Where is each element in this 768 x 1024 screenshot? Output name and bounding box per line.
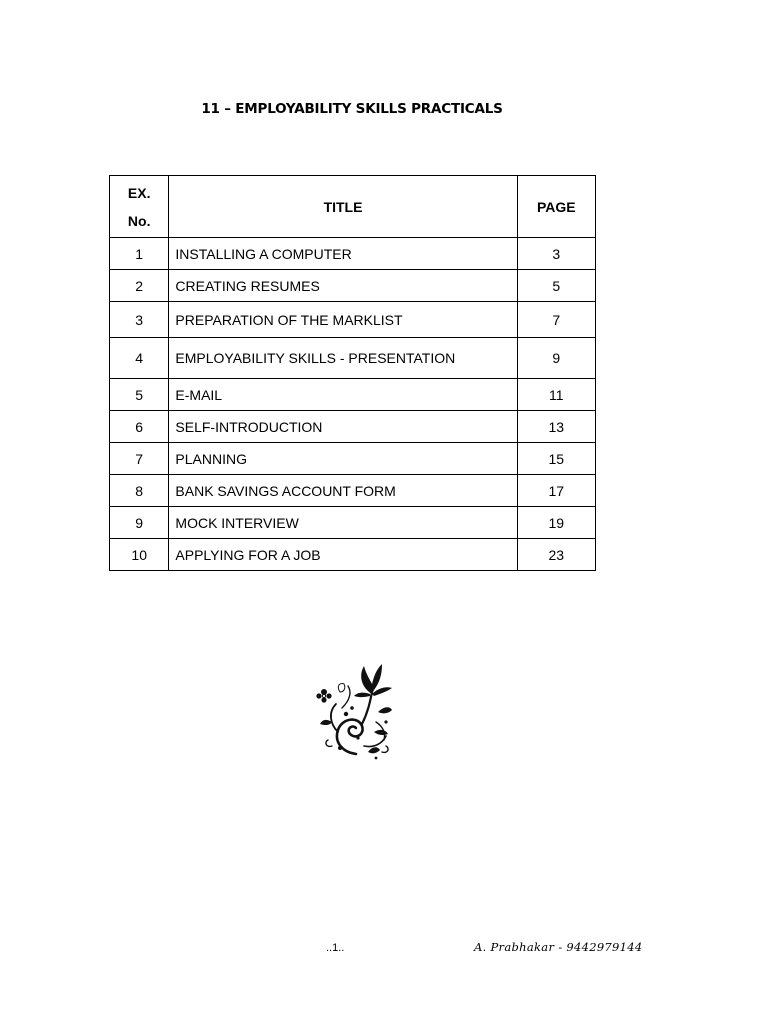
table-row [110,411,596,443]
row-title: EMPLOYABILITY SKILLS - PRESENTATION [169,338,517,379]
footer-author: A. Prabhakar - 9442979144 [474,940,643,954]
row-title: SELF-INTRODUCTION [169,411,517,443]
contents-table [109,175,596,571]
row-ex-no: 3 [110,302,169,338]
header-ex-no [110,176,169,238]
header-title: TITLE [169,176,517,238]
row-title: BANK SAVINGS ACCOUNT FORM [169,475,517,507]
row-title: E-MAIL [169,379,517,411]
row-ex-no: 7 [110,443,169,475]
floral-ornament-icon [312,662,394,760]
row-page: 9 [517,338,595,379]
row-ex-no: 2 [110,270,169,302]
table-row [110,507,596,539]
table-row [110,379,596,411]
row-title: INSTALLING A COMPUTER [169,238,517,270]
header-ex-label: EX. [127,184,151,201]
row-ex-no: 9 [110,507,169,539]
table-row [110,539,596,571]
row-page: 17 [517,475,595,507]
row-page: 3 [517,238,595,270]
table-row [110,475,596,507]
header-no-label: No. [127,212,151,229]
row-page: 13 [517,411,595,443]
row-title: CREATING RESUMES [169,270,517,302]
table-row [110,238,596,270]
table-row [110,302,596,338]
page-title: 11 – EMPLOYABILITY SKILLS PRACTICALS [201,101,503,117]
table-row [110,270,596,302]
row-page: 19 [517,507,595,539]
table-header-row [110,176,596,238]
page-number: ..1.. [326,942,345,954]
row-ex-no: 8 [110,475,169,507]
row-ex-no: 10 [110,539,169,571]
row-page: 5 [517,270,595,302]
row-ex-no: 1 [110,238,169,270]
row-title: PLANNING [169,443,517,475]
table-row [110,338,596,379]
row-title: MOCK INTERVIEW [169,507,517,539]
row-ex-no: 4 [110,338,169,379]
row-ex-no: 6 [110,411,169,443]
row-page: 23 [517,539,595,571]
row-page: 15 [517,443,595,475]
row-ex-no: 5 [110,379,169,411]
table-row [110,443,596,475]
row-title: PREPARATION OF THE MARKLIST [169,302,517,338]
row-page: 7 [517,302,595,338]
header-page: PAGE [517,176,595,238]
row-page: 11 [517,379,595,411]
row-title: APPLYING FOR A JOB [169,539,517,571]
